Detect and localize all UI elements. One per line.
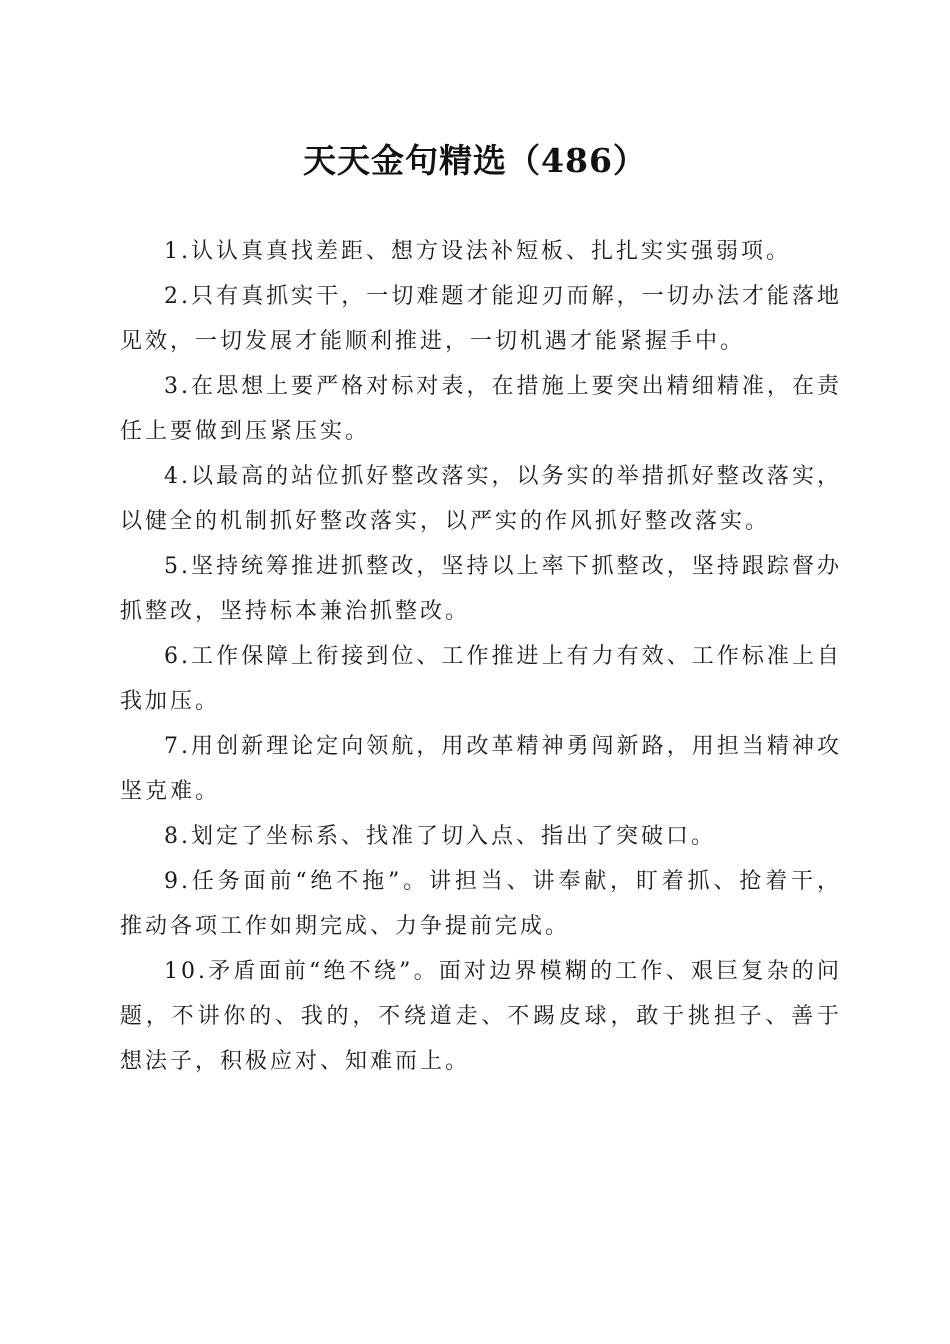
quote-item-9: 9.任务面前“绝不拖”。讲担当、讲奉献，盯着抓、抢着干，推动各项工作如期完成、力争提前完成。 xyxy=(120,869,842,939)
document-title: 天天金句精选（486） xyxy=(303,141,647,180)
quote-item-10: 10.矛盾面前“绝不绕”。面对边界模糊的工作、艰巨复杂的问题，不讲你的、我的，不绕道走、不踢皮球，敢于挑担子、善于想法子，积极应对、知难而上。 xyxy=(120,959,842,1074)
document-body xyxy=(120,229,842,1084)
quote-item-7: 7.用创新理论定向领航，用改革精神勇闯新路，用担当精神攻坚克难。 xyxy=(120,734,842,804)
quote-item-5: 5.坚持统筹推进抓整改，坚持以上率下抓整改，坚持跟踪督办抓整改，坚持标本兼治抓整改。 xyxy=(120,554,842,624)
quote-item-4: 4.以最高的站位抓好整改落实，以务实的举措抓好整改落实，以健全的机制抓好整改落实，以严实的作风抓好整改落实。 xyxy=(120,464,842,534)
quote-item-2: 2.只有真抓实干，一切难题才能迎刃而解，一切办法才能落地见效，一切发展才能顺利推进，一切机遇才能紧握手中。 xyxy=(120,284,842,354)
quote-item-8: 8.划定了坐标系、找准了切入点、指出了突破口。 xyxy=(164,824,716,849)
quote-item-1: 1.认认真真找差距、想方设法补短板、扎扎实实强弱项。 xyxy=(164,239,791,264)
quote-item-6: 6.工作保障上衔接到位、工作推进上有力有效、工作标准上自我加压。 xyxy=(120,644,842,714)
quote-item-3: 3.在思想上要严格对标对表，在措施上要突出精细精准，在责任上要做到压紧压实。 xyxy=(120,374,842,444)
